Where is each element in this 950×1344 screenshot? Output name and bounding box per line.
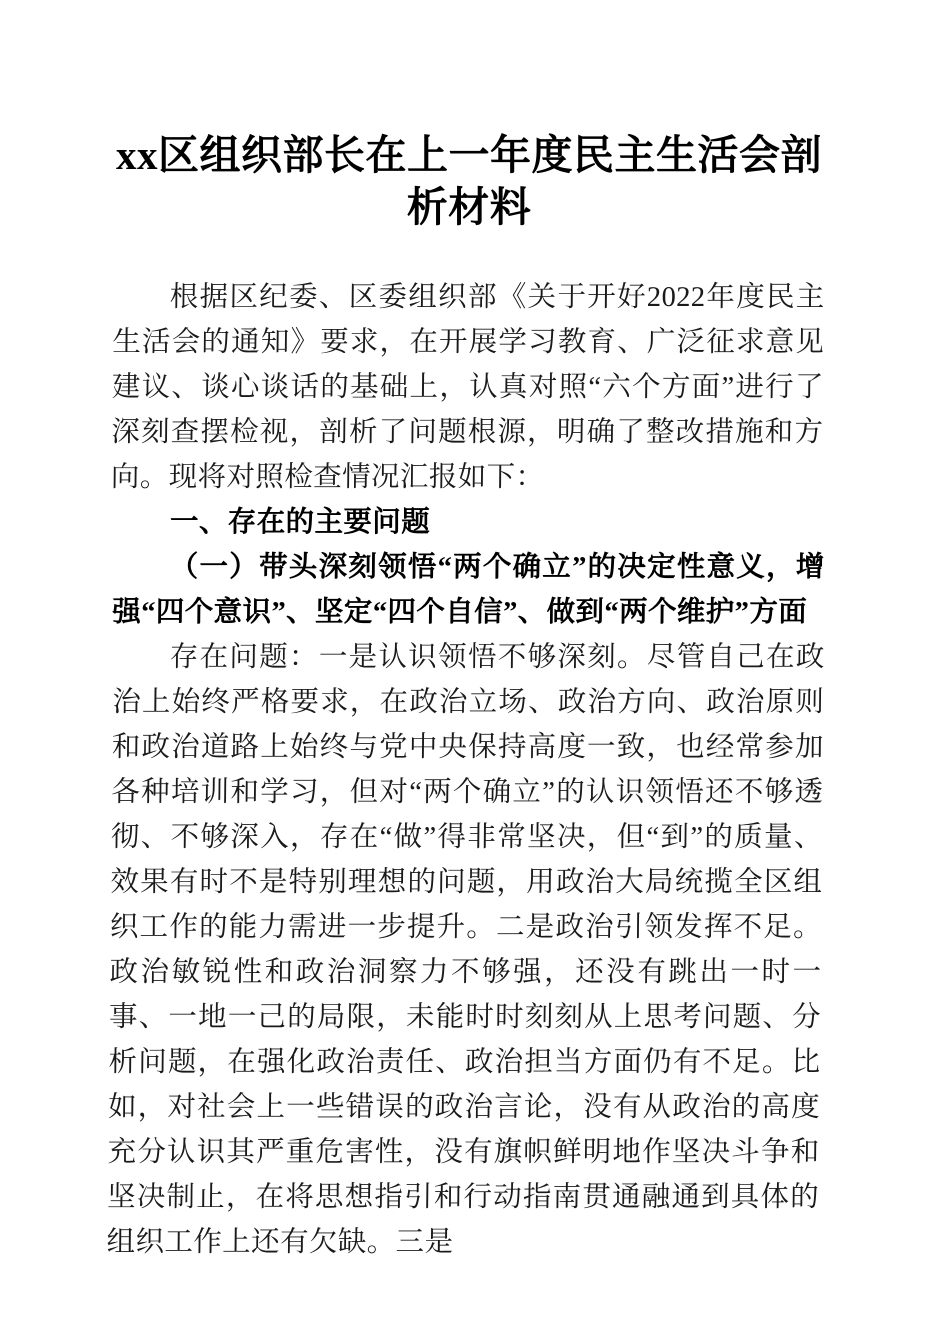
body-paragraph-1: 存在问题：一是认识领悟不够深刻。尽管自己在政治上始终严格要求，在政治立场、政治方向、政治原则和政治道路上始终与党中央保持高度一致，也经常参加各种培训和学习，但对“两个确立”的认识领悟还不够透彻、不够深入，存在“做”得非常坚决，但“到”的质量、效果有时不是特别理想的问题，用政治大局统揽全区组织工作的能力需进一步提升。二是政治引领发挥不足。政治敏锐性和政治洞察力不够强，还没有跳出一时一事、一地一己的局限，未能时时刻刻从上思考问题、分析问题，在强化政治责任、政治担当方面仍有不足。比如，对社会上一些错误的政治言论，没有从政治的高度充分认识其严重危害性，没有旗帜鲜明地作坚决斗争和坚决制止，在将思想指引和行动指南贯通融通到具体的组织工作上还有欠缺。三是	[106, 642, 825, 1258]
intro-paragraph: 根据区纪委、区委组织部《关于开好2022年度民主生活会的通知》要求，在开展学习教育、广泛征求意见建议、谈心谈话的基础上，认真对照“六个方面”进行了深刻查摆检视，剖析了问题根源，明确了整改措施和方向。现将对照检查情况汇报如下：	[110, 282, 825, 493]
page-title: xx区组织部长在上一年度民主生活会剖析材料	[116, 132, 822, 230]
subsection-heading-1-1: （一）带头深刻领悟“两个确立”的决定性意义，增强“四个意识”、坚定“四个自信”、做到“两个维护”方面	[112, 552, 825, 628]
section-heading-1: 一、存在的主要问题	[170, 506, 431, 538]
page-content	[106, 0, 825, 1265]
